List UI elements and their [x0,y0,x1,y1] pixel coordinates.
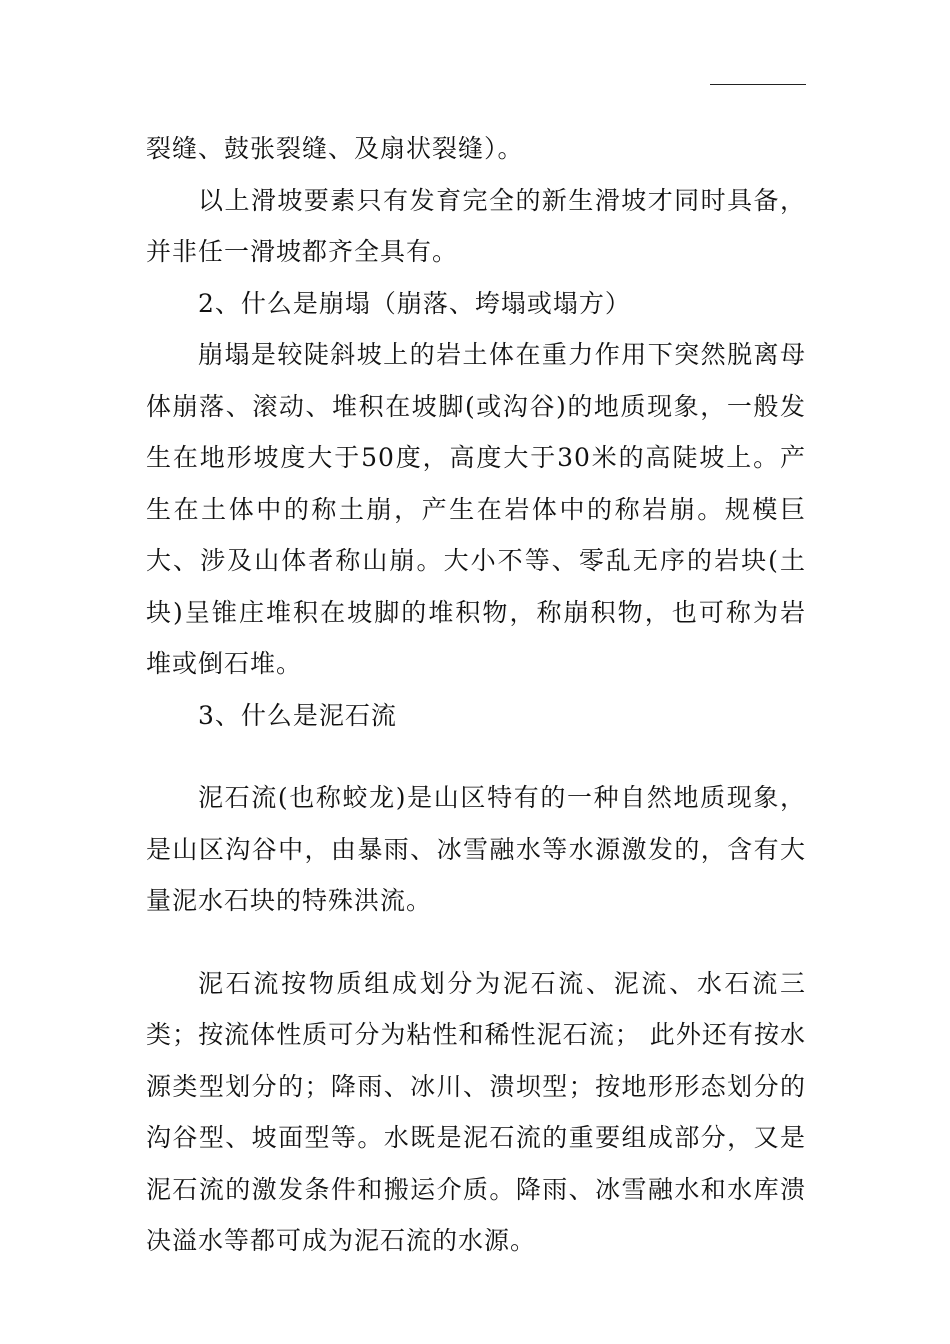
paragraph-landslide-elements: 以上滑坡要素只有发育完全的新生滑坡才同时具备，并非任一滑坡都齐全具有。 [146,185,806,266]
paragraph-debris-flow-definition: 泥石流(也称蛟龙)是山区特有的一种自然地质现象，是山区沟谷中，由暴雨、冰雪融水等水源激发的，含有大量泥水石块的特殊洪流。 [146,783,806,915]
heading-debris-flow: 3、什么是泥石流 [198,700,397,730]
document-body [146,123,806,1267]
header-rule [710,84,806,85]
spacer [146,927,806,958]
paragraph-collapse-definition: 崩塌是较陡斜坡上的岩土体在重力作用下突然脱离母体崩落、滚动、堆积在坡脚(或沟谷)的地质现象，一般发生在地形坡度大于50度，高度大于30米的高陡坡上。产生在土体中的称土崩，产生在岩体中的称岩崩。规模巨大、涉及山体者称山崩。大小不等、零乱无序的岩块(土块)呈锥庄堆积在坡脚的堆积物，称崩积物，也可称为岩堆或倒石堆。 [146,340,806,678]
heading-collapse: 2、什么是崩塌（崩落、垮塌或塌方） [198,288,631,318]
paragraph-continuation: 裂缝、鼓张裂缝、及扇状裂缝）。 [146,134,524,163]
paragraph-debris-flow-classification: 泥石流按物质组成划分为泥石流、泥流、水石流三类；按流体性质可分为粘性和稀性泥石流； 此外还有按水源类型划分的；降雨、冰川、溃坝型；按地形形态划分的沟谷型、坡面型等。水既是泥石流的重要组成部分，又是泥石流的激发条件和搬运介质。降雨、冰雪融水和水库溃决溢水等都可成为泥石流的水源。 [146,968,806,1255]
spacer [146,741,806,772]
